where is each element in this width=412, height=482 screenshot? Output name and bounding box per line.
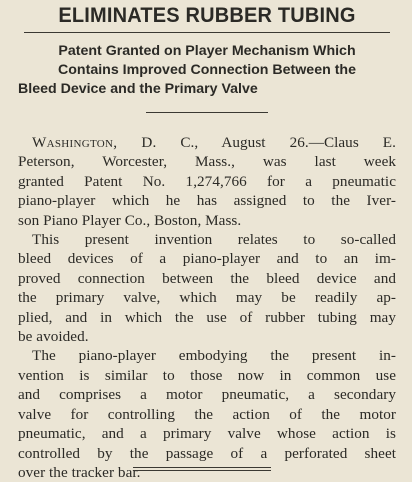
body-line: controlled by the passage of a perforated sheet: [18, 444, 396, 462]
subhead-line: Bleed Device and the Primary Valve: [18, 81, 258, 97]
headline-rule: [24, 32, 390, 33]
body-line: pneumatic, and a primary valve whose action is: [18, 425, 396, 443]
body-line: and comprises a motor pneumatic, a secondary: [18, 386, 396, 404]
end-rule: [133, 470, 271, 471]
body-line: granted Patent No. 1,274,766 for a pneumatic: [18, 172, 396, 190]
body-line: bleed devices of a piano-player and to an im-: [18, 250, 396, 268]
body-line: son Piano Player Co., Boston, Mass.: [18, 211, 242, 229]
body-line: [18, 133, 396, 152]
body-line: plied, and in which the use of rubber tubing may: [18, 308, 396, 326]
headline: ELIMINATES RUBBER TUBING: [58, 3, 356, 27]
article-body: [18, 133, 396, 482]
body-line: proved connection between the bleed device and: [18, 269, 396, 287]
subhead-line: Patent Granted on Player Mechanism Which: [58, 43, 356, 59]
body-line: The piano-player embodying the present in-: [32, 347, 396, 365]
subheadline: [18, 42, 396, 99]
body-line-text: D. C., August 26.—Claus E.: [117, 134, 396, 151]
body-line: Peterson, Worcester, Mass., was last week: [18, 153, 396, 171]
subhead-line: Contains Improved Connection Between the: [58, 62, 356, 78]
body-line: vention is similar to those now in common use: [18, 366, 396, 384]
body-line: valve for controlling the action of the motor: [18, 405, 396, 423]
body-line: over the tracker bar.: [18, 463, 141, 481]
body-line: This present invention relates to so-called: [32, 231, 396, 249]
dateline: Washington,: [32, 134, 118, 151]
body-line: be avoided.: [18, 328, 89, 346]
end-rule: [133, 467, 271, 468]
body-line: the primary valve, which may be readily ap-: [18, 289, 396, 307]
body-line: piano-player which he has assigned to the Iver-: [18, 192, 396, 210]
section-rule: [146, 112, 268, 113]
